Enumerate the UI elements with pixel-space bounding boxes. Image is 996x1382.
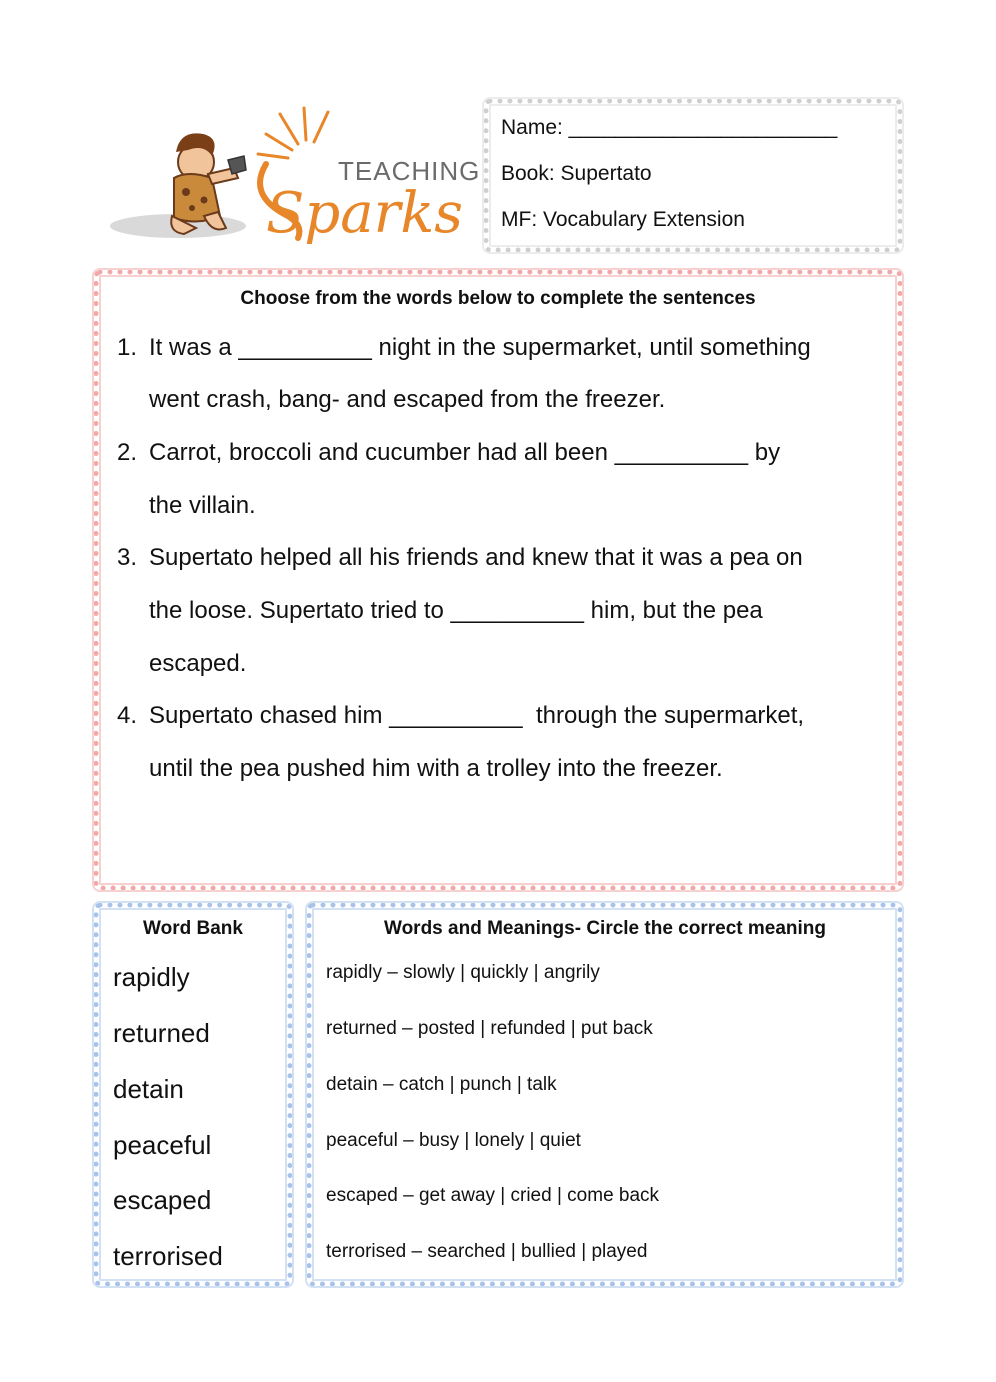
meaning-item[interactable]: returned – posted | refunded | put back: [326, 1018, 653, 1039]
teaching-sparks-logo: [108, 104, 480, 252]
instructions-heading: Choose from the words below to complete the sentences: [240, 288, 756, 309]
meaning-item[interactable]: peaceful – busy | lonely | quiet: [326, 1130, 581, 1151]
name-field[interactable]: Name: _______________________: [501, 116, 838, 139]
word-bank-item: terrorised: [113, 1241, 223, 1271]
sentence-line: Supertato helped all his friends and knew that it was a pea on: [149, 544, 803, 571]
word-bank-item: returned: [113, 1018, 210, 1048]
word-bank-item: escaped: [113, 1185, 212, 1215]
sentence-line[interactable]: the loose. Supertato tried to __________ him, but the pea: [149, 597, 763, 624]
meaning-item[interactable]: escaped – get away | cried | come back: [326, 1185, 660, 1206]
sentences-box: [94, 270, 902, 890]
mf-label: MF: Vocabulary Extension: [501, 208, 745, 231]
sentence-line[interactable]: It was a __________ night in the supermarket, until something: [149, 334, 811, 361]
meaning-item[interactable]: detain – catch | punch | talk: [326, 1074, 557, 1095]
word-bank-item: rapidly: [113, 962, 190, 992]
sentence-line[interactable]: Supertato chased him __________ through the supermarket,: [149, 702, 805, 729]
sentence-line: escaped.: [149, 650, 247, 677]
meanings-title: Words and Meanings- Circle the correct meaning: [383, 918, 827, 939]
word-bank-item: detain: [113, 1074, 184, 1104]
logo-sparks-text: Sparks: [266, 181, 464, 246]
sentence-line: until the pea pushed him with a trolley into the freezer.: [149, 755, 723, 782]
sentence-number: 2.: [117, 439, 138, 466]
sentence-number: 1.: [117, 334, 138, 361]
word-bank-title: Word Bank: [143, 918, 243, 939]
logo-teaching-text: TEACHING: [338, 156, 480, 186]
meaning-item[interactable]: terrorised – searched | bullied | played: [326, 1241, 648, 1262]
sentence-line[interactable]: Carrot, broccoli and cucumber had all been __________ by: [149, 439, 781, 466]
spark-rays-icon: [258, 108, 328, 158]
sentence-line: the villain.: [149, 492, 256, 519]
meaning-item[interactable]: rapidly – slowly | quickly | angrily: [326, 962, 600, 983]
sentence-number: 4.: [117, 702, 138, 729]
word-bank-item: peaceful: [113, 1130, 212, 1160]
book-label: Book: Supertato: [501, 162, 652, 185]
sentence-line: went crash, bang- and escaped from the freezer.: [149, 386, 666, 413]
caveman-mascot-icon: [171, 133, 246, 234]
sentence-number: 3.: [117, 544, 138, 571]
